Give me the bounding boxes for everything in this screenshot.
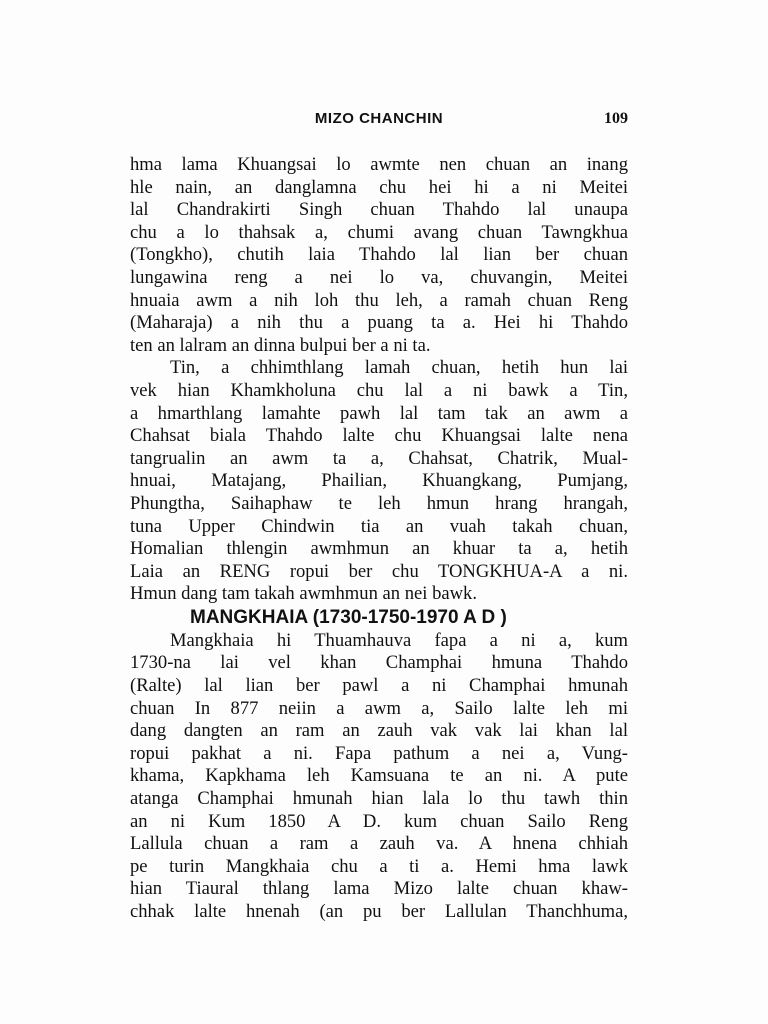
paragraph-1: [130, 154, 628, 357]
text-line: (Tongkho), chutih laia Thahdo lal lian ber chuan: [130, 244, 628, 266]
text-line: chu a lo thahsak a, chumi avang chuan Tawngkhua: [130, 221, 628, 243]
text-line: ten an lalram an dinna bulpui ber a ni ta.: [130, 334, 431, 356]
text-line: dang dangten an ram an zauh vak vak lai khan lal: [130, 720, 628, 742]
text-line: a hmarthlang lamahte pawh lal tam tak an awm a: [130, 402, 628, 424]
text-line: hma lama Khuangsai lo awmte nen chuan an inang: [130, 154, 628, 175]
text-line: Lallula chuan a ram a zauh va. A hnena chhiah: [130, 833, 628, 855]
text-line: Hmun dang tam takah awmhmun an nei bawk.: [130, 583, 477, 605]
text-line: tuna Upper Chindwin tia an vuah takah chuan,: [130, 515, 628, 537]
text-line: Tin, a chhimthlang lamah chuan, hetih hun lai: [170, 357, 628, 379]
text-line: Homalian thlengin awmhmun an khuar ta a, hetih: [130, 538, 628, 560]
text-line: 1730-na lai vel khan Champhai hmuna Thahdo: [130, 652, 628, 674]
section-heading: MANGKHAIA (1730-1750-1970 A D ): [190, 606, 507, 628]
text-line: hnuai, Matajang, Phailian, Khuangkang, Pumjang,: [130, 470, 628, 492]
text-line: Chahsat biala Thahdo lalte chu Khuangsai lalte nena: [130, 425, 628, 447]
text-line: khama, Kapkhama leh Kamsuana te an ni. A pute: [130, 765, 628, 787]
text-line: hle nain, an danglamna chu hei hi a ni Meitei: [130, 176, 628, 198]
text-line: (Maharaja) a nih thu a puang ta a. Hei hi Thahdo: [130, 312, 628, 334]
text-line: hian Tiaural thlang lama Mizo lalte chuan khaw-: [130, 878, 628, 900]
text-line: atanga Champhai hmunah hian lala lo thu tawh thin: [130, 788, 628, 810]
text-line: chhak lalte hnenah (an pu ber Lallulan Thanchhuma,: [130, 901, 628, 922]
text-line: lal Chandrakirti Singh chuan Thahdo lal unaupa: [130, 199, 628, 221]
text-line: an ni Kum 1850 A D. kum chuan Sailo Reng: [130, 810, 628, 832]
text-line: hnuaia awm a nih loh thu leh, a ramah chuan Reng: [130, 289, 628, 311]
body-text: [130, 154, 628, 924]
text-line: Phungtha, Saihaphaw te leh hmun hrang hrangah,: [130, 492, 628, 514]
running-title: MIZO CHANCHIN: [314, 110, 444, 127]
paragraph-3: [130, 630, 628, 924]
page-number: 109: [604, 110, 628, 127]
text-line: vek hian Khamkholuna chu lal a ni bawk a Tin,: [130, 379, 628, 401]
text-line: ropui pakhat a ni. Fapa pathum a nei a, Vung-: [130, 742, 628, 764]
text-line: lungawina reng a nei lo va, chuvangin, Meitei: [130, 266, 628, 288]
text-line: (Ralte) lal lian ber pawl a ni Champhai hmunah: [130, 675, 628, 697]
text-line: Mangkhaia hi Thuamhauva fapa a ni a, kum: [170, 629, 628, 651]
running-header: [130, 110, 628, 134]
text-line: Laia an RENG ropui ber chu TONGKHUA-A a ni.: [130, 560, 628, 582]
text-line: chuan In 877 neiin a awm a, Sailo lalte leh mi: [130, 697, 628, 719]
text-line: tangrualin an awm ta a, Chahsat, Chatrik, Mual-: [130, 447, 628, 469]
paragraph-2: [130, 357, 628, 606]
text-line: pe turin Mangkhaia chu a ti a. Hemi hma lawk: [130, 855, 628, 877]
